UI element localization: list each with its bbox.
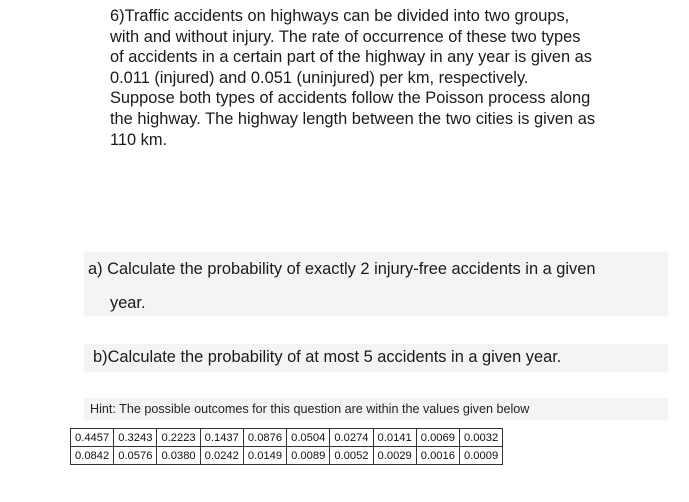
table-cell: 0.0504 bbox=[287, 429, 330, 447]
part-a-line-2: year. bbox=[110, 294, 146, 312]
table-cell: 0.0380 bbox=[157, 447, 200, 465]
problem-statement bbox=[110, 6, 670, 150]
problem-line: 6)Traffic accidents on highways can be divided into two groups, bbox=[110, 7, 570, 25]
table-cell: 0.0009 bbox=[459, 447, 502, 465]
table-cell: 0.0576 bbox=[114, 447, 157, 465]
table-cell: 0.0842 bbox=[71, 447, 114, 465]
answer-values-table bbox=[70, 428, 503, 465]
problem-line: 0.011 (injured) and 0.051 (uninjured) per km, respectively. bbox=[110, 68, 529, 87]
table-cell: 0.3243 bbox=[114, 429, 157, 447]
problem-line: Suppose both types of accidents follow the Poisson process along bbox=[110, 89, 591, 108]
question-part-b bbox=[84, 344, 668, 372]
table-cell: 0.0141 bbox=[373, 429, 416, 447]
table-cell: 0.0149 bbox=[243, 447, 286, 465]
problem-line: with and without injury. The rate of occurrence of these two types bbox=[110, 27, 581, 46]
table-cell: 0.0274 bbox=[330, 429, 373, 447]
table-cell: 0.0052 bbox=[330, 447, 373, 465]
table-cell: 0.1437 bbox=[200, 429, 243, 447]
table-cell: 0.0069 bbox=[416, 429, 459, 447]
table-cell: 0.0016 bbox=[416, 447, 459, 465]
table-row bbox=[71, 447, 503, 465]
table-cell: 0.0089 bbox=[287, 447, 330, 465]
problem-line: of accidents in a certain part of the highway in any year is given as bbox=[110, 48, 592, 67]
table-row bbox=[71, 429, 503, 447]
table-cell: 0.2223 bbox=[157, 429, 200, 447]
question-part-a bbox=[84, 252, 668, 316]
part-a-line-1: a) Calculate the probability of exactly 2 injury-free accidents in a given bbox=[88, 260, 596, 278]
table-cell: 0.4457 bbox=[71, 429, 114, 447]
table-cell: 0.0032 bbox=[459, 429, 502, 447]
table-cell: 0.0029 bbox=[373, 447, 416, 465]
problem-line: the highway. The highway length between the two cities is given as bbox=[110, 109, 596, 128]
problem-line: 110 km. bbox=[110, 130, 168, 149]
table-cell: 0.0242 bbox=[200, 447, 243, 465]
part-b-text: b)Calculate the probability of at most 5 accidents in a given year. bbox=[93, 348, 562, 366]
table-cell: 0.0876 bbox=[243, 429, 286, 447]
hint-text: Hint: The possible outcomes for this question are within the values given below bbox=[90, 402, 530, 416]
hint-box bbox=[84, 398, 668, 420]
